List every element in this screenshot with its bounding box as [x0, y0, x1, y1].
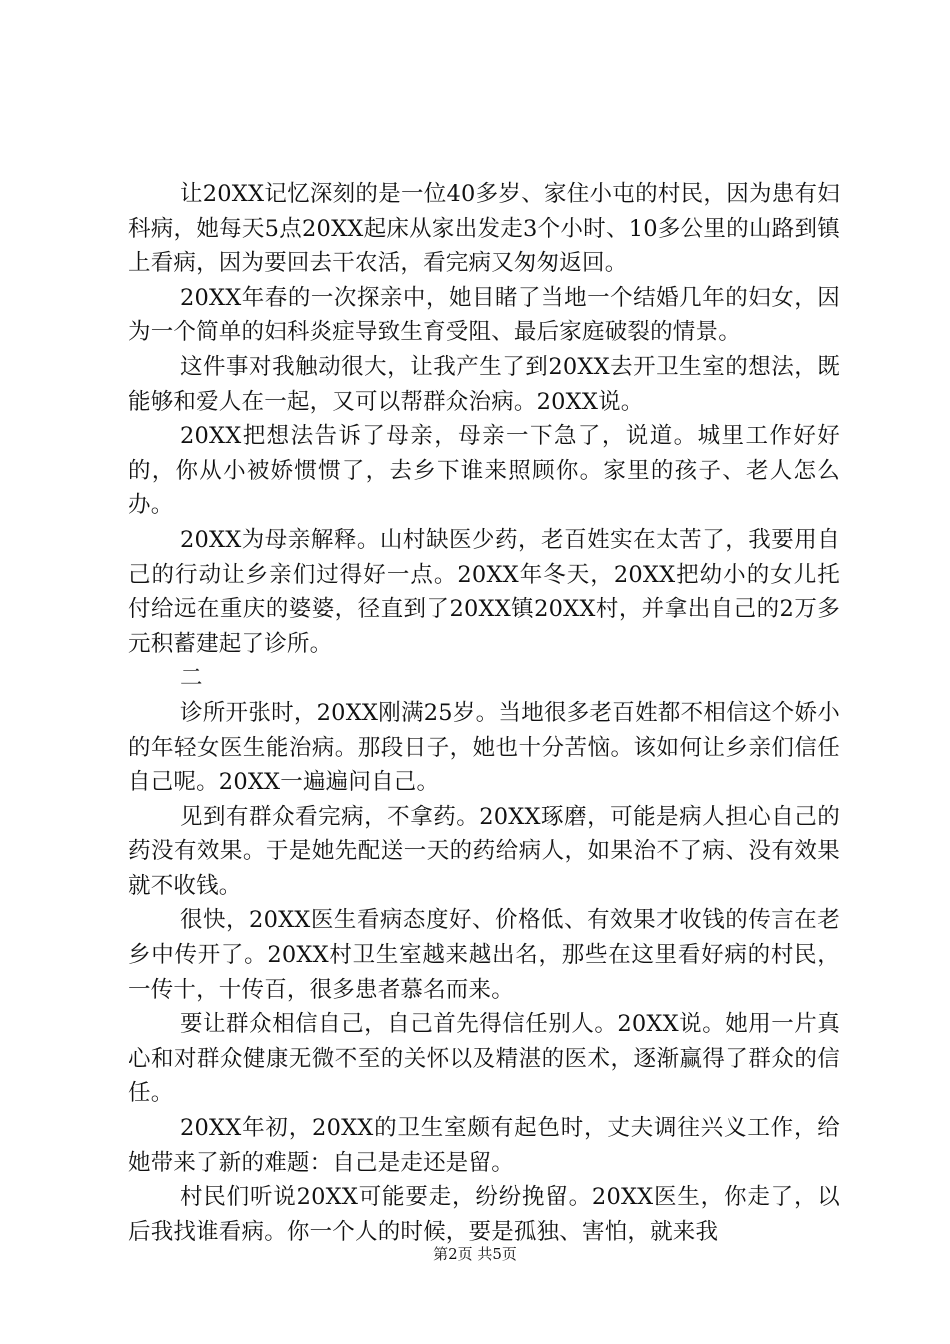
paragraph-11: 村民们听说20XX可能要走，纷纷挽留。20XX医生，你走了，以后我找谁看病。你一个人的时候，要是孤独、害怕，就来我 — [128, 1184, 840, 1245]
paragraph-10: 20XX年初，20XX的卫生室颇有起色时，丈夫调往兴义工作，给她带来了新的难题：自己是走还是留。 — [128, 1115, 840, 1176]
paragraph-9: 要让群众相信自己，自己首先得信任别人。20XX说。她用一片真心和对群众健康无微不至的关怀以及精湛的医术，逐渐赢得了群众的信任。 — [128, 1011, 840, 1107]
document-body — [128, 177, 840, 1249]
paragraph-8: 很快，20XX医生看病态度好、价格低、有效果才收钱的传言在老乡中传开了。20XX村卫生室越来越出名，那些在这里看好病的村民，一传十，十传百，很多患者慕名而来。 — [128, 907, 840, 1003]
paragraph-2: 20XX年春的一次探亲中，她目睹了当地一个结婚几年的妇女，因为一个简单的妇科炎症导致生育受阻、最后家庭破裂的情景。 — [128, 284, 840, 346]
page-number-footer: 第2页 共5页 — [433, 1245, 517, 1263]
section-heading-two: 二 — [180, 665, 203, 692]
paragraph-3: 这件事对我触动很大，让我产生了到20XX去开卫生室的想法，既能够和爱人在一起，又可以帮群众治病。20XX说。 — [128, 353, 840, 415]
paragraph-1: 让20XX记忆深刻的是一位40多岁、家住小屯的村民，因为患有妇科病，她每天5点20XX起床从家出发走3个小时、10多公里的山路到镇上看病，因为要回去干农活，看完病又匆匆返回。 — [128, 181, 840, 277]
paragraph-5: 20XX为母亲解释。山村缺医少药，老百姓实在太苦了，我要用自己的行动让乡亲们过得好一点。20XX年冬天，20XX把幼小的女儿托付给远在重庆的婆婆，径直到了20XX镇20XX村，并拿出自己的2万多元积蓄建起了诊所。 — [128, 526, 840, 657]
paragraph-6: 诊所开张时，20XX刚满25岁。当地很多老百姓都不相信这个娇小的年轻女医生能治病。那段日子，她也十分苦恼。该如何让乡亲们信任自己呢。20XX一遍遍问自己。 — [128, 699, 840, 796]
paragraph-7: 见到有群众看完病，不拿药。20XX琢磨，可能是病人担心自己的药没有效果。于是她先配送一天的药给病人，如果治不了病、没有效果就不收钱。 — [128, 803, 840, 899]
paragraph-4: 20XX把想法告诉了母亲，母亲一下急了，说道。城里工作好好的，你从小被娇惯惯了，去乡下谁来照顾你。家里的孩子、老人怎么办。 — [128, 423, 840, 519]
